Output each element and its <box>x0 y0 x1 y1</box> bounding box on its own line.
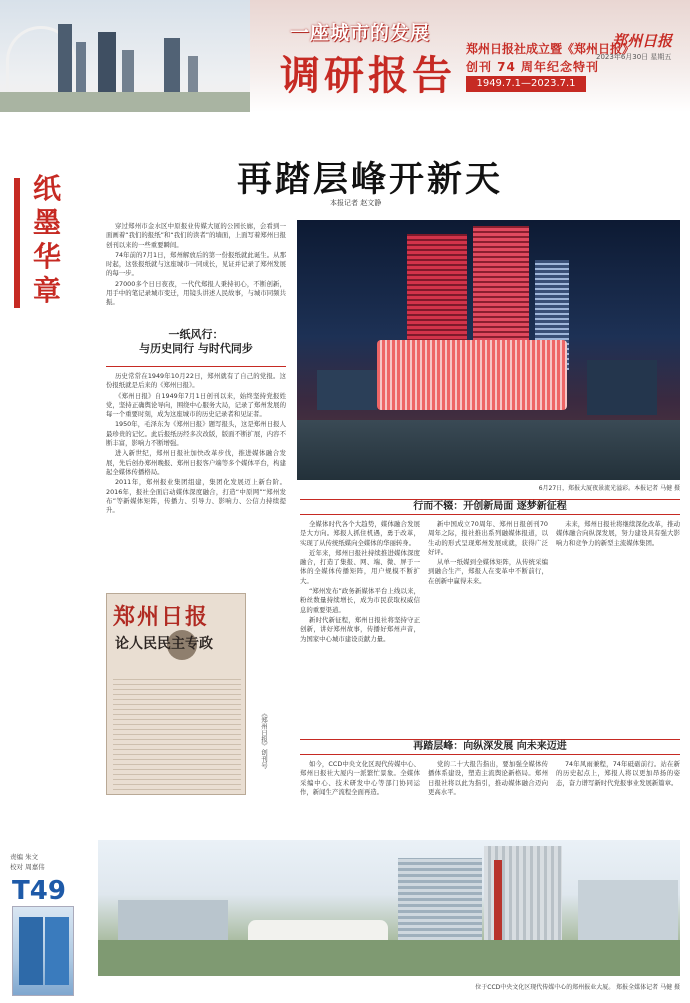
paragraph: “郑州发布”政务新媒体平台上线以来，粉丝数量持续增长，成为市民获取权威信息的重要渠道。 <box>300 587 420 614</box>
subheading-future: 再踏层峰：向纵深发展 向未来迈进 <box>300 739 680 755</box>
byline: 本报记者 赵文静 <box>330 199 382 207</box>
paragraph: 未来，郑州日报社将继续深化改革，推动媒体融合向纵深发展，努力建设具有强大影响力和竞争力的新型主流媒体集团。 <box>556 520 680 547</box>
masthead <box>0 0 690 112</box>
article-col-right <box>556 520 680 734</box>
paragraph: 历史常常在1949年10月22日，郑州就有了自己的党报。这份报纸就是后来的《郑州日报》。 <box>106 372 286 390</box>
brand-char: 纸 <box>32 172 61 205</box>
page-number: T49 <box>12 876 66 906</box>
photo-media-tower <box>98 840 680 976</box>
photo-caption: 6月27日，郑报大厦夜景流光溢彩。本报记者 马健 摄 <box>538 485 680 492</box>
section-brand <box>22 172 72 308</box>
brand-char: 华 <box>32 240 61 273</box>
paragraph: 如今，CCD中央文化区现代传媒中心、郑州日报社大厦内一派繁忙景象。全媒体采编中心、技术研发中心等部门协同运作，新闻生产流程全面再造。 <box>300 760 420 796</box>
brand-char: 墨 <box>32 206 61 239</box>
newspaper-headline: 论人民民主专政 <box>115 636 213 652</box>
masthead-years-badge: 1949.7.1—2023.7.1 <box>466 76 586 92</box>
intro-text <box>106 222 286 318</box>
paragraph: 进入新世纪，郑州日报社加快改革步伐，推进媒体融合发展，先后创办郑州晚报、郑州日报客户端等多个媒体平台，构建起全媒体传播格局。 <box>106 449 286 476</box>
paragraph: 1950年，毛泽东为《郑州日报》题写报头，这是郑州日报人最珍贵的记忆。此后报纸历经多次改版，版面不断扩展，内容不断丰富，影响力不断增强。 <box>106 420 286 448</box>
article-col-low2 <box>428 760 548 836</box>
page-credits: 责编 朱文 校对 周嘉伟 <box>10 853 45 871</box>
article-col-left <box>106 372 286 586</box>
masthead-kicker: 一座城市的发展 <box>290 22 431 44</box>
paragraph: 新中国成立70周年、郑州日报创刊70周年之际，报社推出系列融媒体报道，以生动的形式呈现郑州发展成就，获得广泛好评。 <box>428 520 548 556</box>
photo-caption: 位于CCD中央文化区现代传媒中心的郑州报业大厦。 郑报全媒体记者 马健 摄 <box>475 984 680 991</box>
paragraph: 新时代新征程，郑州日报社将坚持守正创新，讲好郑州故事，传播好郑州声音，为国家中心城市建设贡献力量。 <box>300 615 420 643</box>
subheading-innovation: 行而不辍：开创新局面 逐梦新征程 <box>300 499 680 515</box>
page-headline: 再踏层峰开新天 <box>236 159 503 200</box>
historic-newspaper-image <box>106 593 246 795</box>
paragraph: 从单一纸媒到全媒体矩阵，从传统采编到融合生产，郑报人在变革中不断前行，在创新中赢得未来。 <box>428 558 548 585</box>
paragraph: 74年前的7月1日，郑州解放后的第一份报纸就此诞生。从那时起，这张报纸就与这座城市一同成长，见证并记录了郑州发展的每一步。 <box>106 250 286 278</box>
paragraph: 近年来，郑州日报社持续推进媒体深度融合，打造了集报、网、端、微、屏于一体的全媒体传播矩阵，用户规模不断扩大。 <box>300 548 420 585</box>
cover-thumbnail <box>12 906 74 996</box>
newspaper-logo: 郑州日报 <box>612 32 673 50</box>
article-col-mid2 <box>428 520 548 734</box>
masthead-org: 郑州日报社成立暨《郑州日报》 <box>466 42 635 56</box>
article-col-low1 <box>300 760 420 836</box>
newspaper-caption: 《郑州日报》创刊号 <box>260 710 268 769</box>
paragraph: 《郑州日报》自1949年7月1日创刊以来，始终坚持党报姓党，坚持正确舆论导向，围绕中心服务大局，记录了郑州发展的每一个重要时刻，成为这座城市的历史记录者和见证者。 <box>106 391 286 419</box>
photo-night-building <box>297 220 680 480</box>
section-brand-bar <box>14 178 20 308</box>
paragraph: 党的二十大报告指出，要加强全媒体传播体系建设，塑造主流舆论新格局。郑州日报社将以此为指引，推动媒体融合迈向更高水平。 <box>428 760 548 796</box>
paragraph: 2011年，郑州报业集团组建，集团化发展迈上新台阶。2016年，报社全面启动媒体深度融合，打造“中原网”“郑州发布”等新媒体矩阵，传播力、引导力、影响力、公信力持续提升。 <box>106 478 286 515</box>
masthead-title: 调研报告 <box>280 53 456 99</box>
article-col-mid <box>300 520 420 734</box>
paragraph: 74年风雨兼程，74年砥砺前行。站在新的历史起点上，郑报人将以更加昂扬的姿态，奋力谱写新时代党报事业发展新篇章。 <box>556 760 680 787</box>
masthead-city-photo <box>0 0 250 112</box>
brand-char: 章 <box>32 274 61 307</box>
paragraph: 全媒体时代各个大趋势，媒体融合发展是大方向。郑报人抓住机遇，勇于改革，实现了从传统纸媒向全媒体的华丽转身。 <box>300 520 420 547</box>
paragraph: 27000多个日日夜夜，一代代郑报人秉持初心，不断创新，用手中的笔记录城市变迁，用镜头讲述人民故事，与城市同频共振。 <box>106 279 286 307</box>
masthead-issue: 创刊 74 周年纪念特刊 <box>466 60 600 74</box>
subheading-history: 一纸风行： 与历史同行 与时代同步 <box>139 328 253 355</box>
newspaper-masthead: 郑州日报 <box>113 604 210 630</box>
issue-date: 2023年6月30日 星期五 <box>596 53 672 61</box>
divider <box>106 366 286 367</box>
paragraph: 穿过郑州市金水区中原报业传媒大厦的公园长廊，会看到一面画着“我们的报纸”和“我们的读者”的墙面，上面写着郑州日报创刊以来的一些重要瞬间。 <box>106 222 286 249</box>
article-col-low3 <box>556 760 680 836</box>
